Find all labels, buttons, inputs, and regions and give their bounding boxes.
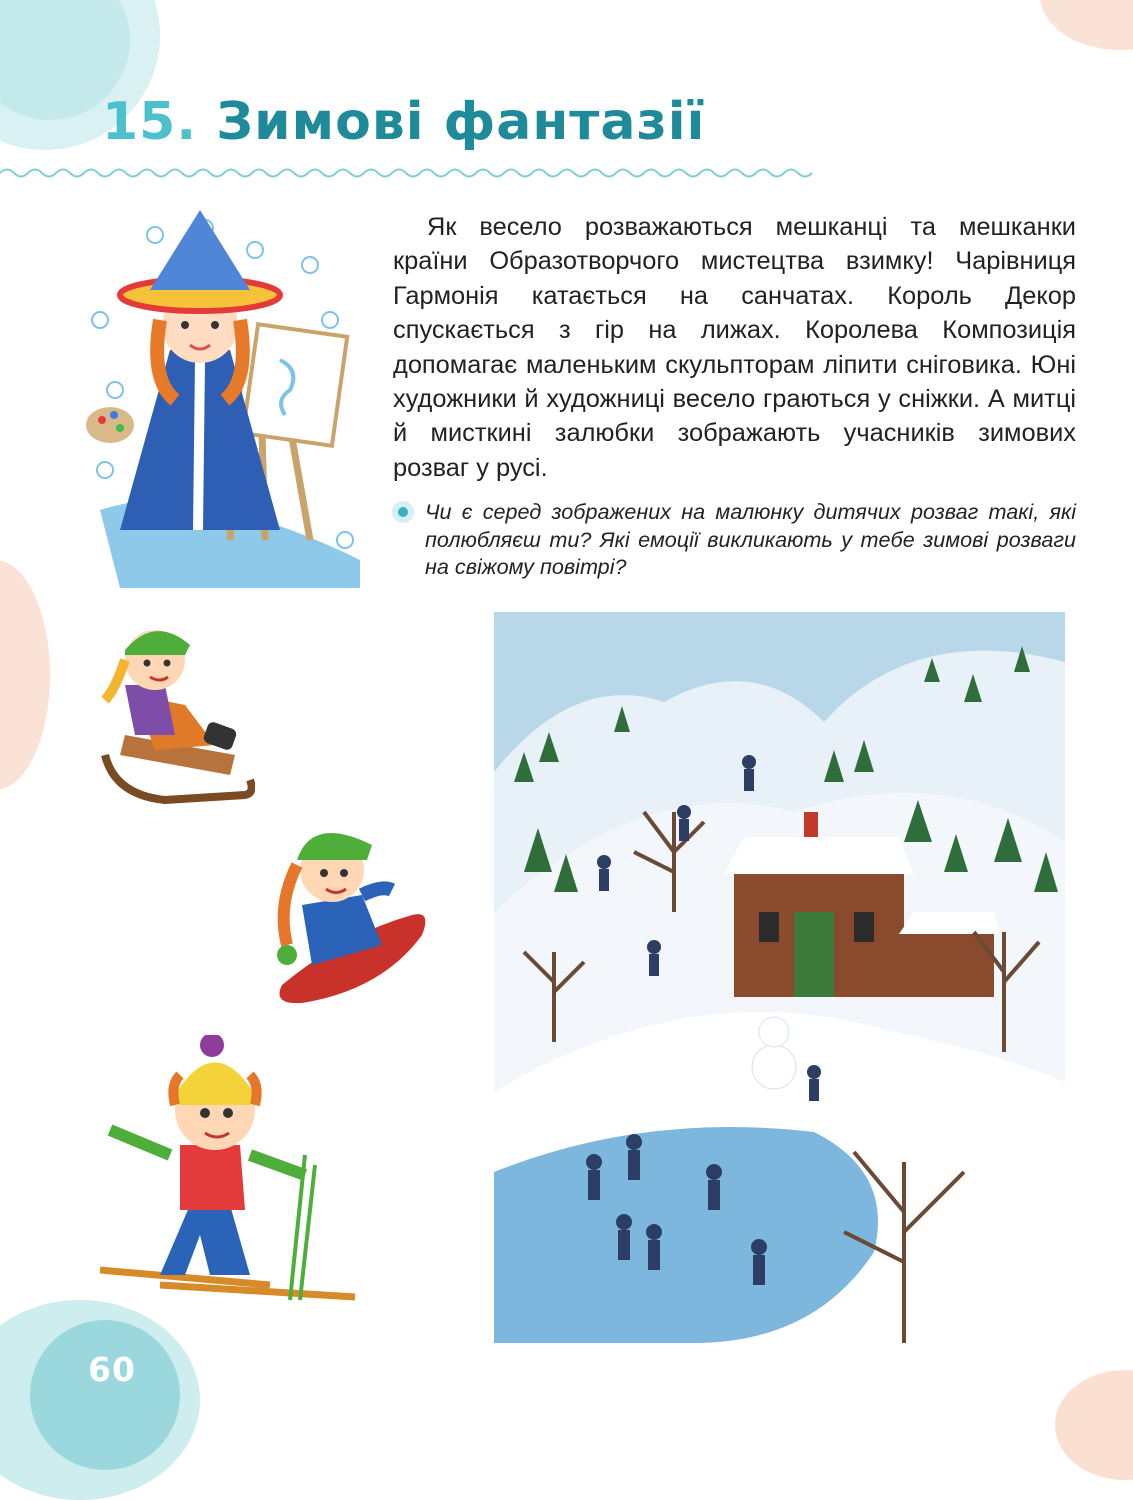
discussion-question: Чи є серед зображених на малюнку дитячих розваг такі, які полюбляєш ти? Які емоції викликають у тебе зимові розваги на свіжому повітрі? xyxy=(425,499,1076,580)
child-on-sled-illustration xyxy=(95,615,255,810)
question-bullet-icon xyxy=(392,501,414,523)
child-on-snowboard-illustration xyxy=(262,815,432,1005)
intro-paragraph: Як весело розважаються мешканці та мешканки країни Образотворчого мистецтва взимку! Чарівниця Гармонія катається на санчатах. Король Декор спускається з гір на лижах. Королева Композиція допомагає маленьким скульпторам ліпити сніговика. Юні художники й художниці весело граються у сніжки. А митці й мисткині залюбки зображають учасників зимових розваг у русі. xyxy=(393,213,1076,482)
page-title xyxy=(102,92,705,152)
lesson-number: 15. xyxy=(102,92,198,152)
decor-circle-bottom-left-2 xyxy=(30,1320,180,1470)
winter-landscape-painting xyxy=(494,612,1065,1343)
lesson-title: Зимові фантазії xyxy=(216,92,706,152)
page-number: 60 xyxy=(88,1350,136,1389)
title-wave-divider xyxy=(0,166,820,180)
decor-circle-left-mid xyxy=(0,560,50,790)
child-on-skis-illustration xyxy=(100,1035,360,1305)
decor-circle-top-right xyxy=(1040,0,1133,50)
wizard-with-easel-illustration xyxy=(80,210,370,590)
decor-circle-bottom-right xyxy=(1055,1370,1133,1480)
